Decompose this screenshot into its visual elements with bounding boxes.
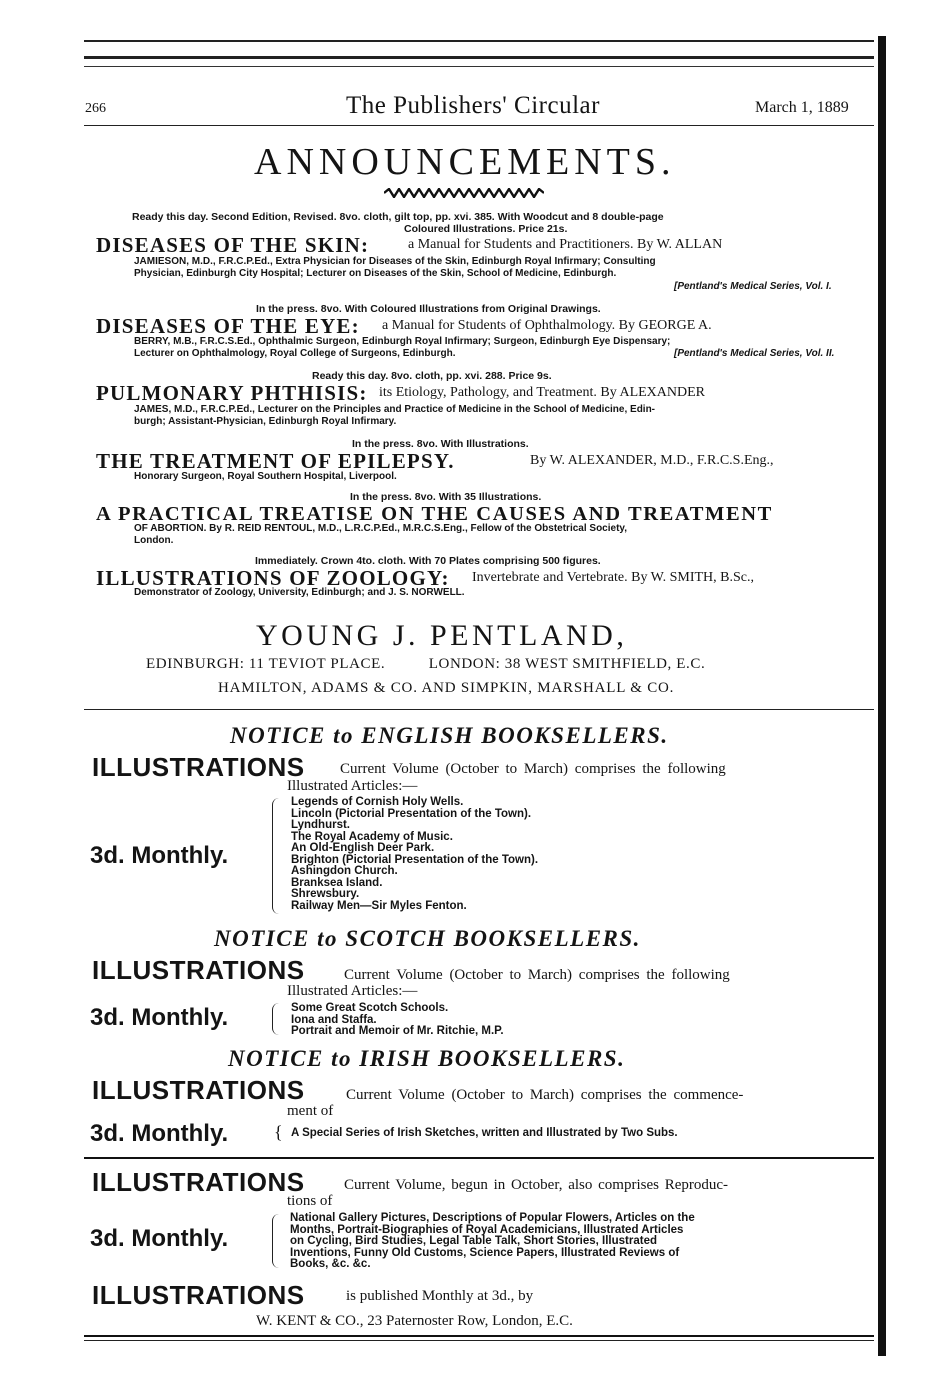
list-item: on Cycling, Bird Studies, Legal Table Talk, Short Stories, Illustrated	[290, 1235, 658, 1247]
book-subtitle: By W. ALEXANDER, M.D., F.R.C.S.Eng.,	[530, 453, 774, 468]
book-title: PULMONARY PHTHISIS:	[96, 381, 368, 405]
entry-note: Coloured Illustrations. Price 21s.	[404, 223, 568, 235]
general-lead: Current Volume, begun in October, also comprises Reproduc-	[344, 1177, 729, 1193]
notice-lead: Current Volume (October to March) comprises the following	[340, 761, 726, 777]
general-contents	[290, 1213, 695, 1271]
price-label: 3d. Monthly.	[90, 842, 229, 869]
list-item: Some Great Scotch Schools.	[291, 1002, 449, 1014]
publisher-name: YOUNG J. PENTLAND,	[256, 619, 628, 652]
curly-brace	[272, 1003, 279, 1035]
list-item: National Gallery Pictures, Descriptions of Popular Flowers, Articles on the	[290, 1212, 695, 1224]
list-item: Legends of Cornish Holy Wells.	[291, 796, 464, 808]
page-spine-edge	[878, 36, 886, 1356]
author-credentials: BERRY, M.B., F.R.C.S.Ed., Ophthalmic Surgeon, Edinburgh Royal Infirmary; Surgeon, Edinburgh Eye Dispensary;	[134, 336, 671, 347]
series-note: [Pentland's Medical Series, Vol. II.	[674, 348, 835, 359]
issue-date: March 1, 1889	[755, 99, 849, 116]
book-title: A PRACTICAL TREATISE ON THE CAUSES AND TREATMENT	[96, 503, 773, 525]
entry-note: In the press. 8vo. With Coloured Illustrations from Original Drawings.	[256, 303, 601, 315]
publisher-agents: HAMILTON, ADAMS & CO. AND SIMPKIN, MARSHALL & CO.	[218, 680, 675, 696]
section-rule	[84, 709, 874, 710]
illustrations-brand: ILLUSTRATIONS	[92, 752, 305, 782]
list-item: Lyndhurst.	[291, 819, 350, 831]
notice-heading: NOTICE to ENGLISH BOOKSELLERS.	[230, 723, 669, 748]
book-title: THE TREATMENT OF EPILEPSY.	[96, 449, 455, 473]
top-rule	[84, 66, 874, 67]
book-title: DISEASES OF THE EYE:	[96, 314, 360, 338]
footer-text: is published Monthly at 3d., by	[346, 1288, 534, 1304]
author-credentials: London.	[134, 535, 174, 546]
running-title: The Publishers' Circular	[346, 92, 600, 119]
series-note: [Pentland's Medical Series, Vol. I.	[674, 281, 832, 292]
bottom-rule	[84, 1335, 874, 1337]
announcements-heading: ANNOUNCEMENTS.	[254, 141, 676, 183]
author-credentials: Lecturer on Ophthalmology, Royal College of Surgeons, Edinburgh.	[134, 348, 456, 359]
header-rule	[84, 125, 874, 126]
notice-heading: NOTICE to IRISH BOOKSELLERS.	[228, 1046, 626, 1071]
article-list	[291, 797, 538, 912]
notice-lead: Illustrated Articles:—	[287, 983, 418, 999]
list-item: Ashingdon Church.	[291, 865, 398, 877]
list-item: Lincoln (Pictorial Presentation of the Town).	[291, 807, 532, 820]
top-rule-band	[84, 40, 874, 59]
curly-brace	[272, 1214, 279, 1268]
list-item: Railway Men—Sir Myles Fenton.	[291, 899, 467, 912]
illustrations-brand: ILLUSTRATIONS	[92, 1167, 305, 1197]
book-subtitle: a Manual for Students and Practitioners. By W. ALLAN	[408, 237, 723, 252]
notice-lead: Current Volume (October to March) comprises the following	[344, 967, 730, 983]
page	[84, 0, 874, 1399]
list-item: A Special Series of Irish Sketches, written and Illustrated by Two Subs.	[291, 1127, 678, 1139]
author-credentials: JAMIESON, M.D., F.R.C.P.Ed., Extra Physician for Diseases of the Skin, Edinburgh Royal Infirmary; Consulting	[134, 256, 656, 267]
list-item: Inventions, Funny Old Customs, Science Papers, Illustrated Reviews of	[290, 1246, 680, 1259]
price-label: 3d. Monthly.	[90, 1120, 229, 1147]
entry-note: Ready this day. Second Edition, Revised. 8vo. cloth, gilt top, pp. xvi. 385. With Woodcut and 8 double-page	[132, 211, 664, 223]
illustrations-brand: ILLUSTRATIONS	[92, 1075, 305, 1105]
author-credentials: burgh; Assistant-Physician, Edinburgh Royal Infirmary.	[134, 416, 397, 427]
price-label: 3d. Monthly.	[90, 1225, 229, 1252]
entry-note: Immediately. Crown 4to. cloth. With 70 Plates comprising 500 figures.	[255, 555, 601, 567]
book-title: DISEASES OF THE SKIN:	[96, 233, 370, 257]
illustrations-brand: ILLUSTRATIONS	[92, 955, 305, 985]
publisher-addresses: EDINBURGH: 11 TEVIOT PLACE. LONDON: 38 WEST SMITHFIELD, E.C.	[146, 656, 706, 672]
entry-note: Ready this day. 8vo. cloth, pp. xvi. 288. Price 9s.	[312, 370, 552, 382]
list-item: The Royal Academy of Music.	[291, 830, 453, 843]
list-item: Books, &c. &c.	[290, 1258, 371, 1270]
author-credentials: OF ABORTION. By R. REID RENTOUL, M.D., L.R.C.P.Ed., M.R.C.S.Eng., Fellow of the Obstetrical Society,	[134, 523, 628, 534]
author-credentials: JAMES, M.D., F.R.C.P.Ed., Lecturer on the Principles and Practice of Medicine in the School of Medicine, Edin-	[134, 404, 656, 415]
notice-lead: Current Volume (October to March) comprises the commence-	[346, 1087, 744, 1103]
book-title: ILLUSTRATIONS OF ZOOLOGY:	[96, 566, 450, 590]
notice-lead: Illustrated Articles:—	[287, 778, 418, 794]
section-rule	[84, 1157, 874, 1159]
illustrations-brand: ILLUSTRATIONS	[92, 1280, 305, 1310]
curly-brace: {	[274, 1122, 283, 1142]
curly-brace	[272, 798, 279, 914]
author-credentials: Demonstrator of Zoology, University, Edinburgh; and J. S. NORWELL.	[134, 587, 465, 598]
list-item: Brighton (Pictorial Presentation of the Town).	[291, 853, 539, 866]
general-lead: tions of	[287, 1193, 333, 1209]
book-subtitle: a Manual for Students of Ophthalmology. By GEORGE A.	[382, 318, 712, 333]
footer-publisher: W. KENT & CO., 23 Paternoster Row, London, E.C.	[256, 1313, 573, 1329]
price-label: 3d. Monthly.	[90, 1004, 229, 1031]
notice-heading: NOTICE to SCOTCH BOOKSELLERS.	[214, 926, 641, 951]
article-list	[291, 1128, 678, 1140]
notice-lead: ment of	[287, 1103, 334, 1119]
article-list	[291, 1003, 504, 1038]
list-item: Iona and Staffa.	[291, 1013, 377, 1026]
entry-note: In the press. 8vo. With Illustrations.	[352, 438, 529, 450]
list-item: Branksea Island.	[291, 876, 383, 889]
list-item: Portrait and Memoir of Mr. Ritchie, M.P.	[291, 1025, 504, 1037]
list-item: Months, Portrait-Biographies of Royal Academicians, Illustrated Articles	[290, 1223, 684, 1236]
book-subtitle: its Etiology, Pathology, and Treatment. By ALEXANDER	[379, 385, 706, 400]
author-credentials: Physician, Edinburgh City Hospital; Lecturer on Diseases of the Skin, School of Medicine, Edinburgh.	[134, 268, 617, 279]
author-credentials: Honorary Surgeon, Royal Southern Hospital, Liverpool.	[134, 471, 397, 482]
ornament-divider	[384, 188, 544, 198]
list-item: Shrewsbury.	[291, 888, 360, 900]
bottom-rule	[84, 1340, 874, 1341]
list-item: An Old-English Deer Park.	[291, 842, 435, 854]
book-subtitle: Invertebrate and Vertebrate. By W. SMITH, B.Sc.,	[472, 570, 755, 585]
entry-note: In the press. 8vo. With 35 Illustrations.	[350, 491, 542, 503]
page-number: 266	[85, 101, 106, 116]
